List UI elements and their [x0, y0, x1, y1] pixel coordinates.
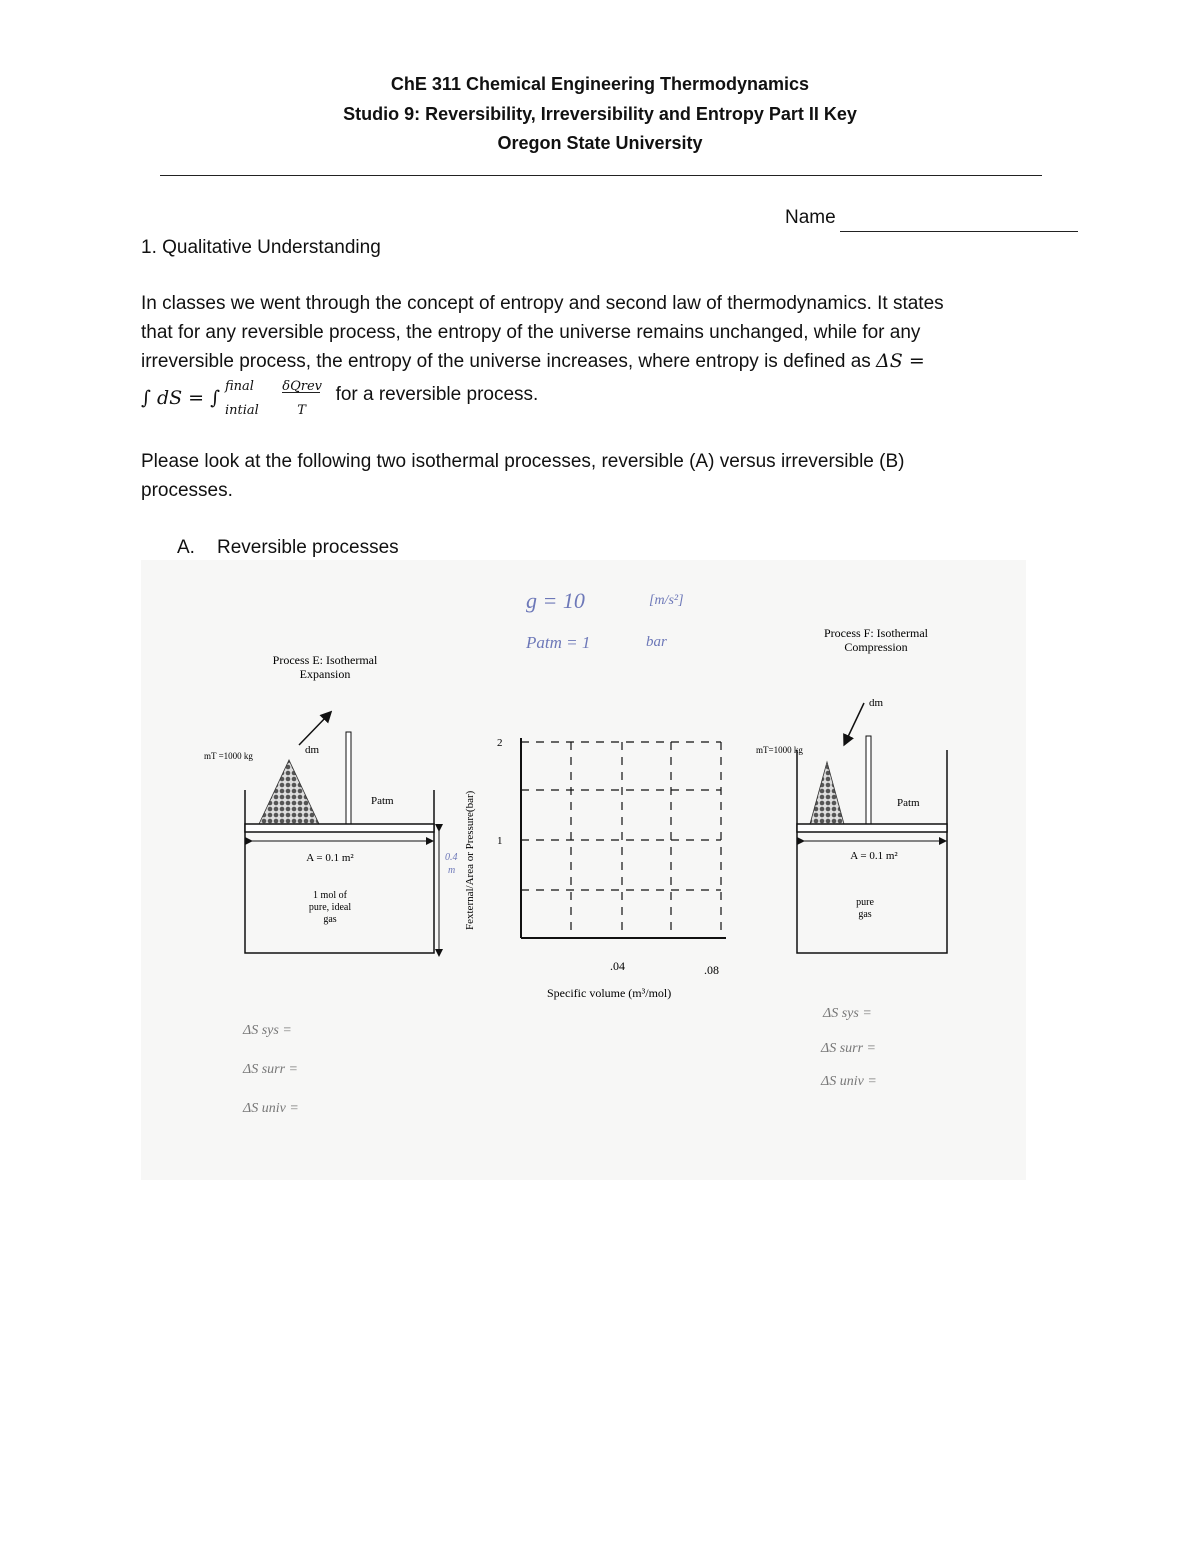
pv-graph-grid — [521, 742, 721, 938]
process-e-height-unit: m — [448, 865, 456, 876]
pv-graph-xtick-08: .08 — [704, 963, 719, 977]
doc-subtitle: Studio 9: Reversibility, Irreversibility and Entropy Part II Key — [343, 104, 857, 124]
paragraph-line-3 — [141, 347, 925, 376]
integral-ds: ∫ dS = ∫ — [141, 387, 221, 409]
paragraph-line-2: that for any reversible process, the entropy of the universe remains unchanged, while for any — [141, 322, 921, 343]
process-f-gas-2: gas — [858, 909, 872, 920]
process-f-ds-surr: ΔS surr = — [821, 1041, 877, 1056]
doc-title: ChE 311 Chemical Engineering Thermodynamics — [390, 74, 810, 94]
process-e-area: A = 0.1 m² — [306, 852, 354, 864]
pv-graph-xtick-04: .04 — [610, 959, 625, 973]
paragraph2-line-2: processes. — [141, 480, 233, 501]
handwriting-patm: Patm = 1 — [526, 633, 591, 652]
process-f-mass-label: mT=1000 kg — [756, 745, 803, 755]
paragraph-line-3-text: irreversible process, the entropy of the universe increases, where entropy is defined as — [141, 351, 871, 372]
process-f-dm-label: dm — [869, 697, 884, 709]
process-e-diagram — [204, 653, 458, 1116]
process-e-gas-1: 1 mol of — [313, 890, 347, 901]
process-f-title-1: Process F: Isothermal — [824, 626, 928, 640]
process-f-gas-1: pure — [856, 897, 874, 908]
process-f-area: A = 0.1 m² — [850, 850, 898, 862]
equation-suffix: for a reversible process. — [335, 384, 539, 406]
handwriting-g-units: [m/s²] — [649, 593, 684, 608]
process-e-ds-surr: ΔS surr = — [243, 1062, 299, 1077]
entropy-equation — [141, 379, 539, 418]
list-item-label: Reversible processes — [217, 537, 399, 558]
section-title: 1. Qualitative Understanding — [141, 237, 381, 258]
pv-graph — [464, 737, 726, 1000]
process-f-dm-arrow — [846, 703, 864, 741]
fraction — [266, 379, 323, 418]
process-e-stop-rod — [346, 732, 351, 826]
process-e-patm: Patm — [371, 795, 394, 807]
pv-graph-xlabel: Specific volume (m³/mol) — [547, 986, 672, 1000]
process-e-title-1: Process E: Isothermal — [272, 653, 378, 667]
process-e-ds-sys: ΔS sys = — [243, 1023, 292, 1038]
pv-graph-ytick-2: 2 — [497, 737, 503, 749]
name-blank-line[interactable] — [840, 211, 1078, 232]
process-f-piston — [797, 824, 947, 832]
handwriting-bar: bar — [646, 634, 667, 650]
process-e-dm-label: dm — [305, 744, 320, 756]
process-f-weight-pile — [810, 762, 844, 824]
name-field[interactable] — [785, 203, 1078, 232]
fraction-denominator: T — [297, 403, 306, 418]
pv-graph-ytick-1: 1 — [497, 835, 503, 847]
scanned-figure — [141, 560, 1026, 1180]
process-f-title-2: Compression — [844, 640, 908, 654]
process-f-diagram — [756, 626, 947, 1089]
process-e-gas-2: pure, ideal — [308, 902, 352, 913]
fraction-numerator: δQrev — [282, 379, 323, 394]
paragraph2-line-1: Please look at the following two isothermal processes, reversible (A) versus irreversible (B) — [141, 451, 905, 472]
process-e-ds-univ: ΔS univ = — [243, 1101, 299, 1116]
paragraph-line-1: In classes we went through the concept of entropy and second law of thermodynamics. It states — [141, 293, 944, 314]
process-e-weight-pile — [259, 760, 319, 824]
process-e-mass-label: mT =1000 kg — [204, 751, 253, 761]
process-e-gas-3: gas — [323, 914, 337, 925]
process-e-piston — [245, 824, 434, 832]
handwriting-g: g = 10 — [526, 588, 585, 613]
name-label: Name — [785, 207, 836, 228]
process-e-dm-arrow — [299, 715, 328, 745]
fraction-bar — [282, 392, 320, 393]
process-f-stop-rod — [866, 736, 871, 826]
integral-lower-limit: intial — [225, 403, 259, 418]
list-item-letter: A. — [177, 537, 195, 558]
process-f-patm: Patm — [897, 797, 920, 809]
process-e-height-value: 0.4 — [445, 852, 458, 863]
integral-upper-limit: final — [225, 379, 254, 394]
header-divider — [160, 175, 1042, 176]
pv-graph-ylabel: Fexternal/Area or Pressure(bar) — [464, 790, 476, 930]
entropy-integral — [141, 379, 261, 418]
process-f-ds-sys: ΔS sys = — [823, 1006, 872, 1021]
doc-institution: Oregon State University — [497, 133, 703, 153]
process-f-ds-univ: ΔS univ = — [821, 1074, 877, 1089]
equation-delta-s: ΔS = — [876, 350, 925, 372]
process-e-title-2: Expansion — [299, 667, 351, 681]
